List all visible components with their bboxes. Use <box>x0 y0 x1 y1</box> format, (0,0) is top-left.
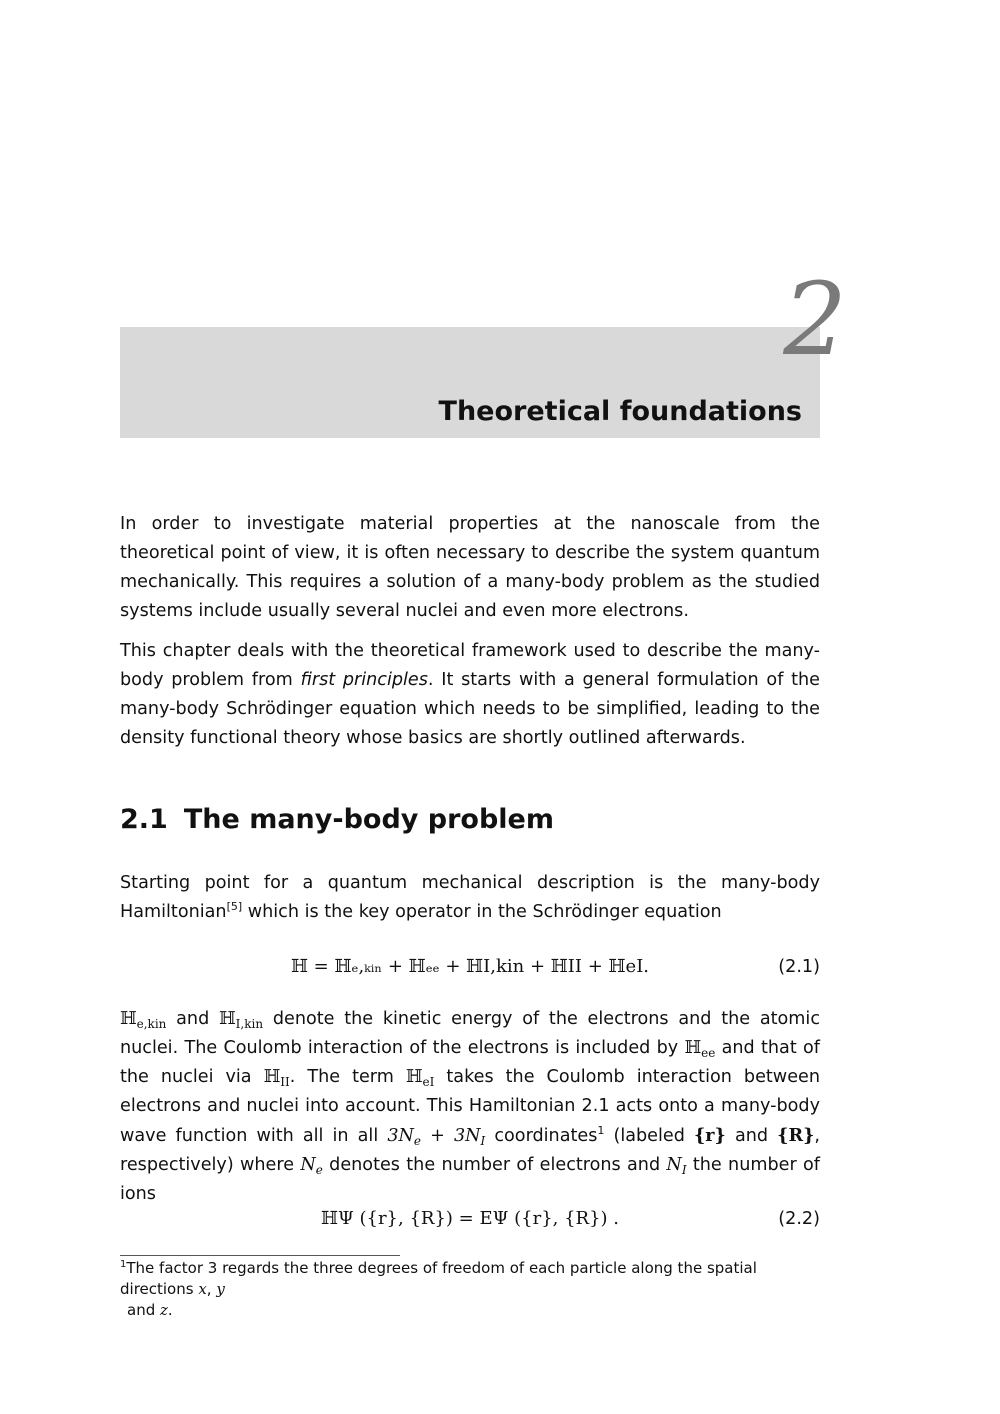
p3-text-a: Starting point for a quantum mechanical description is the many-body Hamiltonian <box>120 873 820 922</box>
footnote-text: The factor 3 regards the three degrees of freedom of each particle along the spatial directions <box>120 1259 757 1298</box>
equation-2-2 <box>120 1204 820 1234</box>
math-y: y <box>216 1280 225 1298</box>
math-h: ℍ <box>219 1009 236 1029</box>
math-sub: I <box>480 1134 486 1148</box>
math-sub: ee <box>701 1046 716 1060</box>
math-h: ℍ <box>684 1038 702 1058</box>
equation-2-1 <box>120 952 820 982</box>
p4-text: and that of the nuclei via <box>120 1038 820 1087</box>
section-number: 2.1 <box>120 804 168 835</box>
p4-text: denotes the number of electrons and <box>322 1155 667 1175</box>
p4-text: denote the kinetic energy of the electrons and the atomic nuclei. The Coulomb interaction of the electrons is included by <box>120 1009 820 1058</box>
footnote-comma: , <box>206 1280 217 1298</box>
math-sub: I <box>681 1163 687 1177</box>
footnote-1 <box>120 1258 822 1321</box>
chapter-title: Theoretical foundations <box>438 396 802 427</box>
section-paragraph-2 <box>120 1005 820 1209</box>
math-sub: e,kin <box>136 1017 167 1031</box>
p4-text: takes the Coulomb interaction between electrons and nuclei into account. This Hamiltonian 2.1 acts onto a many-body wave function with all in all <box>120 1067 820 1146</box>
footnote-rule <box>120 1255 400 1256</box>
math-n: N <box>666 1155 682 1175</box>
first-principles-emphasis: first principles <box>300 670 428 690</box>
equation-number: (2.2) <box>778 1209 820 1229</box>
math-sub: II <box>280 1075 290 1089</box>
p3-text-b: which is the key operator in the Schrödinger equation <box>242 902 722 922</box>
intro-p2-text-b: . It starts with a general formulation of the many-body Schrödinger equation which needs to be simplified, leading to the density functional theory whose basics are shortly outlined afterwards. <box>120 670 820 748</box>
math-set-R: {R} <box>777 1125 815 1146</box>
p4-text: the number of ions <box>120 1155 820 1204</box>
math-set-r: {r} <box>693 1125 726 1146</box>
footnote-and: and <box>127 1301 160 1319</box>
math-sub: e <box>413 1134 422 1148</box>
intro-paragraph-2 <box>120 637 820 753</box>
footnote-mark: 1 <box>120 1259 127 1270</box>
equation-expression: ℍΨ ({r}, {R}) = EΨ ({r}, {R}) . <box>320 1208 620 1229</box>
intro-paragraph-1: In order to investigate material properties at the nanoscale from the theoretical point of view, it is often necessary to describe the system quantum mechanically. This requires a solution of a many-body problem as the studied systems include usually several nuclei and even more electrons. <box>120 514 820 621</box>
math-sub: I,kin <box>235 1017 264 1031</box>
equation-expression: ℍ = ℍₑ,ₖᵢₙ + ℍₑₑ + ℍI,kin + ℍII + ℍeI. <box>290 956 650 977</box>
math-h: ℍ <box>263 1067 281 1087</box>
footnote-end: . <box>167 1301 173 1319</box>
math-x: x <box>198 1280 207 1298</box>
chapter-number: 2 <box>783 261 847 378</box>
p4-text: and <box>725 1126 778 1146</box>
math-h: ℍ <box>405 1067 423 1087</box>
section-title: The many-body problem <box>183 804 554 835</box>
math-sub: e <box>315 1163 323 1177</box>
footnote-continuation <box>120 1300 822 1321</box>
math-coord: 3N <box>387 1126 414 1146</box>
p4-text: (labeled <box>604 1126 694 1146</box>
math-sub: eI <box>422 1075 435 1089</box>
footnote-marker[interactable]: 1 <box>597 1124 605 1138</box>
intro-p2-text-a: This chapter deals with the theoretical framework used to describe the many-body problem from <box>120 641 820 690</box>
p4-text: . The term <box>289 1067 406 1087</box>
math-h: ℍ <box>120 1009 137 1029</box>
section-heading <box>120 804 554 835</box>
p4-text: , respectively) where <box>120 1126 820 1175</box>
section-paragraph-1 <box>120 869 820 927</box>
math-coord: + 3N <box>421 1126 481 1146</box>
math-z: z <box>160 1301 168 1319</box>
p4-text: and <box>166 1009 220 1029</box>
citation-5[interactable]: [5] <box>226 900 243 914</box>
equation-number: (2.1) <box>778 957 820 977</box>
p4-text: coordinates <box>485 1126 598 1146</box>
math-n: N <box>300 1155 316 1175</box>
